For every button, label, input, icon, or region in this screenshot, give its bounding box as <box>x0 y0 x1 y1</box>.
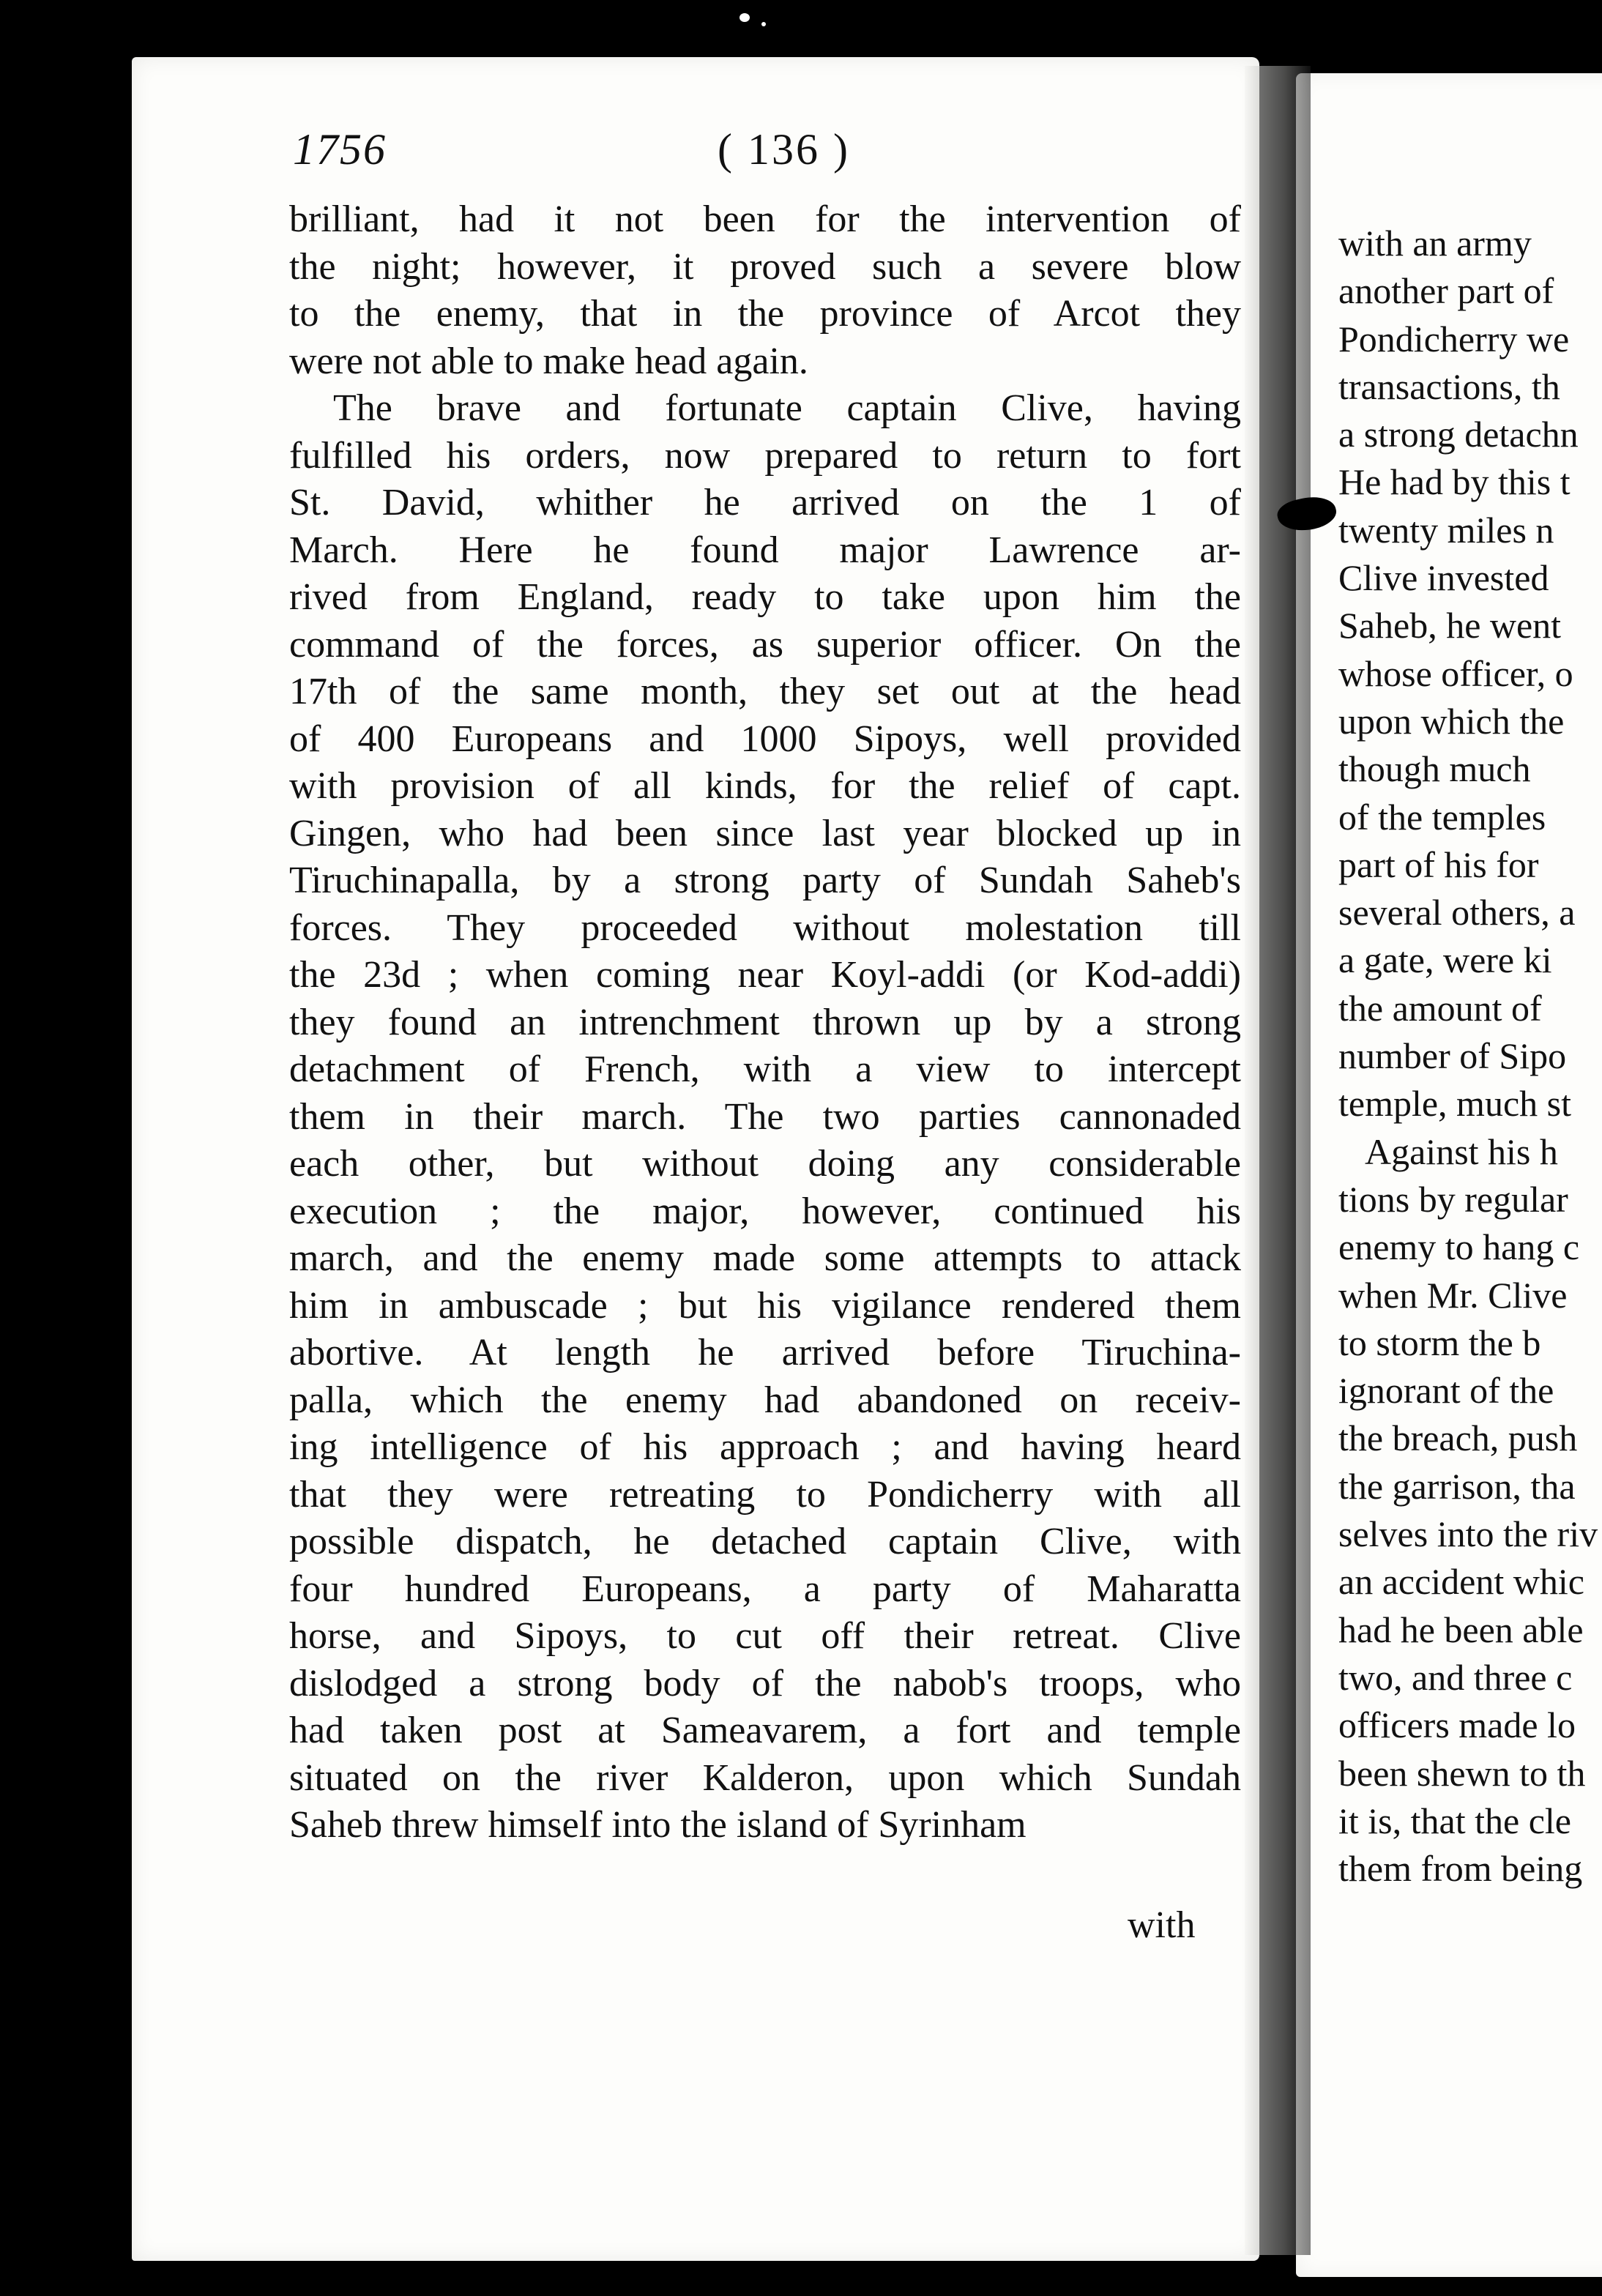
text-line: a strong detachn <box>1338 414 1579 455</box>
text-line: Against his h <box>1365 1130 1558 1172</box>
text-line: were not able to make head again. <box>289 340 808 382</box>
text-line: Saheb, he went <box>1338 605 1562 646</box>
text-line: Pondicherry we <box>1338 318 1570 359</box>
left-page-text <box>289 196 1241 1849</box>
text-line: been shewn to th <box>1338 1752 1586 1794</box>
book-gutter <box>1245 66 1311 2255</box>
text-line: with provision of all kinds, for the relief of capt. <box>289 765 1241 807</box>
text-line: He had by this t <box>1338 461 1571 503</box>
text-line: palla, which the enemy had abandoned on receiv- <box>289 1379 1241 1421</box>
text-line: execution ; the major, however, continued his <box>289 1190 1241 1232</box>
text-line: transactions, th <box>1338 365 1560 407</box>
text-line: a gate, were ki <box>1338 939 1552 981</box>
text-line: fulfilled his orders, now prepared to return to fort <box>289 434 1241 477</box>
text-line: another part of <box>1338 270 1554 312</box>
text-line: to the enemy, that in the province of Arcot they <box>289 293 1241 335</box>
text-line: the breach, push <box>1338 1417 1578 1459</box>
text-line: Saheb threw himself into the island of Syrinham <box>289 1804 1027 1846</box>
text-line: number of Sipo <box>1338 1035 1567 1077</box>
text-line: rived from England, ready to take upon him the <box>289 576 1241 618</box>
text-line: 17th of the same month, they set out at the head <box>289 671 1241 712</box>
text-line: of the temples <box>1338 796 1546 838</box>
running-year: 1756 <box>293 125 387 174</box>
text-line: the night; however, it proved such a severe blow <box>289 245 1241 288</box>
text-line: though much <box>1338 748 1531 790</box>
text-line: it is, that the cle <box>1338 1800 1571 1841</box>
text-line: the amount of <box>1338 987 1542 1029</box>
text-line: an accident whic <box>1338 1561 1584 1603</box>
text-line: with an army <box>1338 223 1532 264</box>
text-line: twenty miles n <box>1338 509 1554 551</box>
text-line: them from being <box>1338 1848 1583 1890</box>
text-line: command of the forces, as superior officer. On the <box>289 623 1241 666</box>
text-line: situated on the river Kalderon, upon which Sundah <box>289 1756 1241 1799</box>
text-line: had he been able <box>1338 1609 1584 1650</box>
text-line: to storm the b <box>1338 1322 1541 1363</box>
text-line: brilliant, had it not been for the intervention of <box>289 198 1241 240</box>
text-line: ing intelligence of his approach ; and having heard <box>289 1426 1241 1468</box>
text-line: them in their march. The two parties cannonaded <box>289 1095 1241 1138</box>
text-line: two, and three c <box>1338 1656 1573 1698</box>
text-line: Tiruchinapalla, by a strong party of Sundah Saheb's <box>289 860 1241 901</box>
dust-speck <box>739 13 750 22</box>
dust-speck <box>761 22 766 26</box>
catchword: with <box>1128 1904 1196 1946</box>
text-line: each other, but without doing any considerable <box>289 1143 1241 1185</box>
text-line: that they were retreating to Pondicherry with all <box>289 1473 1241 1516</box>
text-line: had taken post at Sameavarem, a fort and temple <box>289 1710 1241 1751</box>
text-line: several others, a <box>1338 892 1576 933</box>
text-line: him in ambuscade ; but his vigilance rendered them <box>289 1284 1241 1327</box>
page-header <box>293 124 1215 190</box>
text-line: part of his for <box>1338 843 1539 885</box>
text-line: temple, much st <box>1338 1083 1571 1125</box>
text-line: upon which the <box>1338 700 1565 742</box>
text-line: officers made lo <box>1338 1704 1576 1746</box>
text-line: ignorant of the <box>1338 1370 1554 1412</box>
text-line: possible dispatch, he detached captain Clive, with <box>289 1521 1241 1562</box>
text-line: March. Here he found major Lawrence ar- <box>289 529 1241 571</box>
text-line: they found an intrenchment thrown up by a strong <box>289 1001 1241 1043</box>
text-line: four hundred Europeans, a party of Maharatta <box>289 1568 1241 1610</box>
page-number: ( 136 ) <box>718 125 850 174</box>
text-line: of 400 Europeans and 1000 Sipoys, well provided <box>289 718 1241 760</box>
text-line: detachment of French, with a view to intercept <box>289 1048 1241 1090</box>
text-line: tions by regular <box>1338 1178 1568 1220</box>
text-line: horse, and Sipoys, to cut off their retreat. Clive <box>289 1615 1241 1657</box>
text-line: The brave and fortunate captain Clive, having <box>333 387 1241 429</box>
text-line: abortive. At length he arrived before Tiruchina- <box>289 1332 1241 1374</box>
text-line: forces. They proceeded without molestation till <box>289 906 1241 949</box>
text-line: Gingen, who had been since last year blocked up in <box>289 812 1241 854</box>
text-line: whose officer, o <box>1338 652 1573 694</box>
text-line: march, and the enemy made some attempts to attack <box>289 1237 1241 1279</box>
text-line: enemy to hang c <box>1338 1226 1580 1268</box>
text-line: the garrison, tha <box>1338 1465 1576 1507</box>
text-line: St. David, whither he arrived on the 1 of <box>289 482 1241 523</box>
text-line: when Mr. Clive <box>1338 1274 1568 1316</box>
text-line: dislodged a strong body of the nabob's troops, who <box>289 1662 1241 1704</box>
right-page-text <box>1338 220 1602 1893</box>
text-line: selves into the riv <box>1338 1513 1598 1555</box>
text-line: the 23d ; when coming near Koyl-addi (or Kod-addi) <box>289 954 1241 996</box>
text-line: Clive invested <box>1338 557 1549 599</box>
